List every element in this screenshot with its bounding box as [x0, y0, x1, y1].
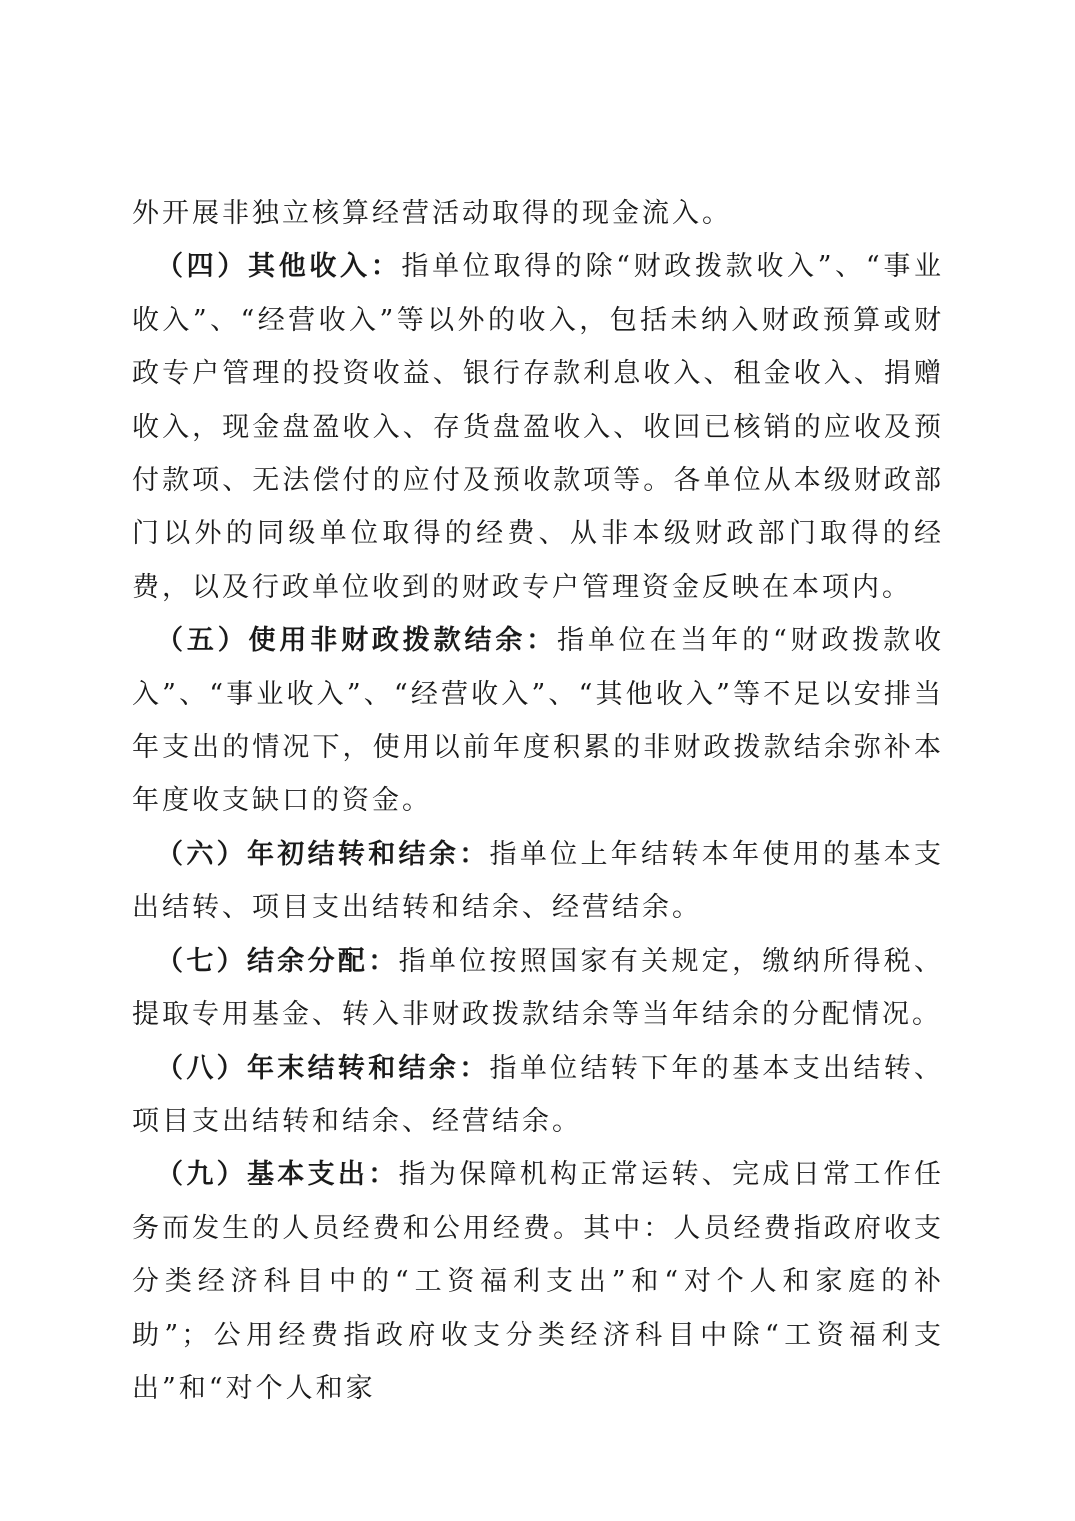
paragraph-heading: （五）使用非财政拨款结余： — [156, 625, 558, 657]
paragraph-text: 外开展非独立核算经营活动取得的现金流入。 — [132, 198, 732, 229]
paragraph-heading: （九）基本支出： — [156, 1159, 399, 1191]
paragraph-text: 指单位在当年的“财政拨款收入”、“事业收入”、“经营收入”、“其他收入”等不足以安排当年支出的情况下，使用以前年度积累的非财政拨款结余弥补本年度收支缺口的资金。 — [132, 625, 945, 817]
paragraph-other-income — [132, 240, 944, 614]
paragraph-closing-balance — [132, 1042, 944, 1149]
paragraph-text: 指单位取得的除“财政拨款收入”、“事业收入”、“经营收入”等以外的收入，包括未纳入财政预算或财政专户管理的投资收益、银行存款利息收入、租金收入、捐赠收入，现金盘盈收入、存货盘盈收入、收回已核销的应收及预付款项、无法偿付的应付及预收款项等。各单位从本级财政部门以外的同级单位取得的经费、从非本级财政部门取得的经费，以及行政单位收到的财政专户管理资金反映在本项内。 — [132, 251, 945, 603]
paragraph-non-fiscal-surplus — [132, 614, 944, 828]
paragraph-text: 指为保障机构正常运转、完成日常工作任务而发生的人员经费和公用经费。其中：人员经费指政府收支分类经济科目中的“工资福利支出”和“对个人和家庭的补助”；公用经费指政府收支分类经济科目中除“工资福利支出”和“对个人和家 — [132, 1159, 945, 1404]
document-body — [132, 187, 944, 1415]
paragraph-heading: （七）结余分配： — [156, 945, 399, 977]
paragraph-continuation — [132, 187, 944, 240]
paragraph-heading: （八）年末结转和结余： — [156, 1052, 490, 1084]
paragraph-basic-expenditure — [132, 1148, 944, 1415]
paragraph-opening-balance — [132, 828, 944, 935]
paragraph-text: 指单位按照国家有关规定，缴纳所得税、提取专用基金、转入非财政拨款结余等当年结余的分配情况。 — [132, 945, 945, 1031]
paragraph-text: 指单位上年结转本年使用的基本支出结转、项目支出结转和结余、经营结余。 — [132, 838, 945, 924]
paragraph-text: 指单位结转下年的基本支出结转、项目支出结转和结余、经营结余。 — [132, 1052, 945, 1137]
paragraph-heading: （六）年初结转和结余： — [156, 838, 490, 870]
paragraph-heading: （四）其他收入： — [156, 251, 402, 283]
paragraph-surplus-distribution — [132, 935, 944, 1042]
